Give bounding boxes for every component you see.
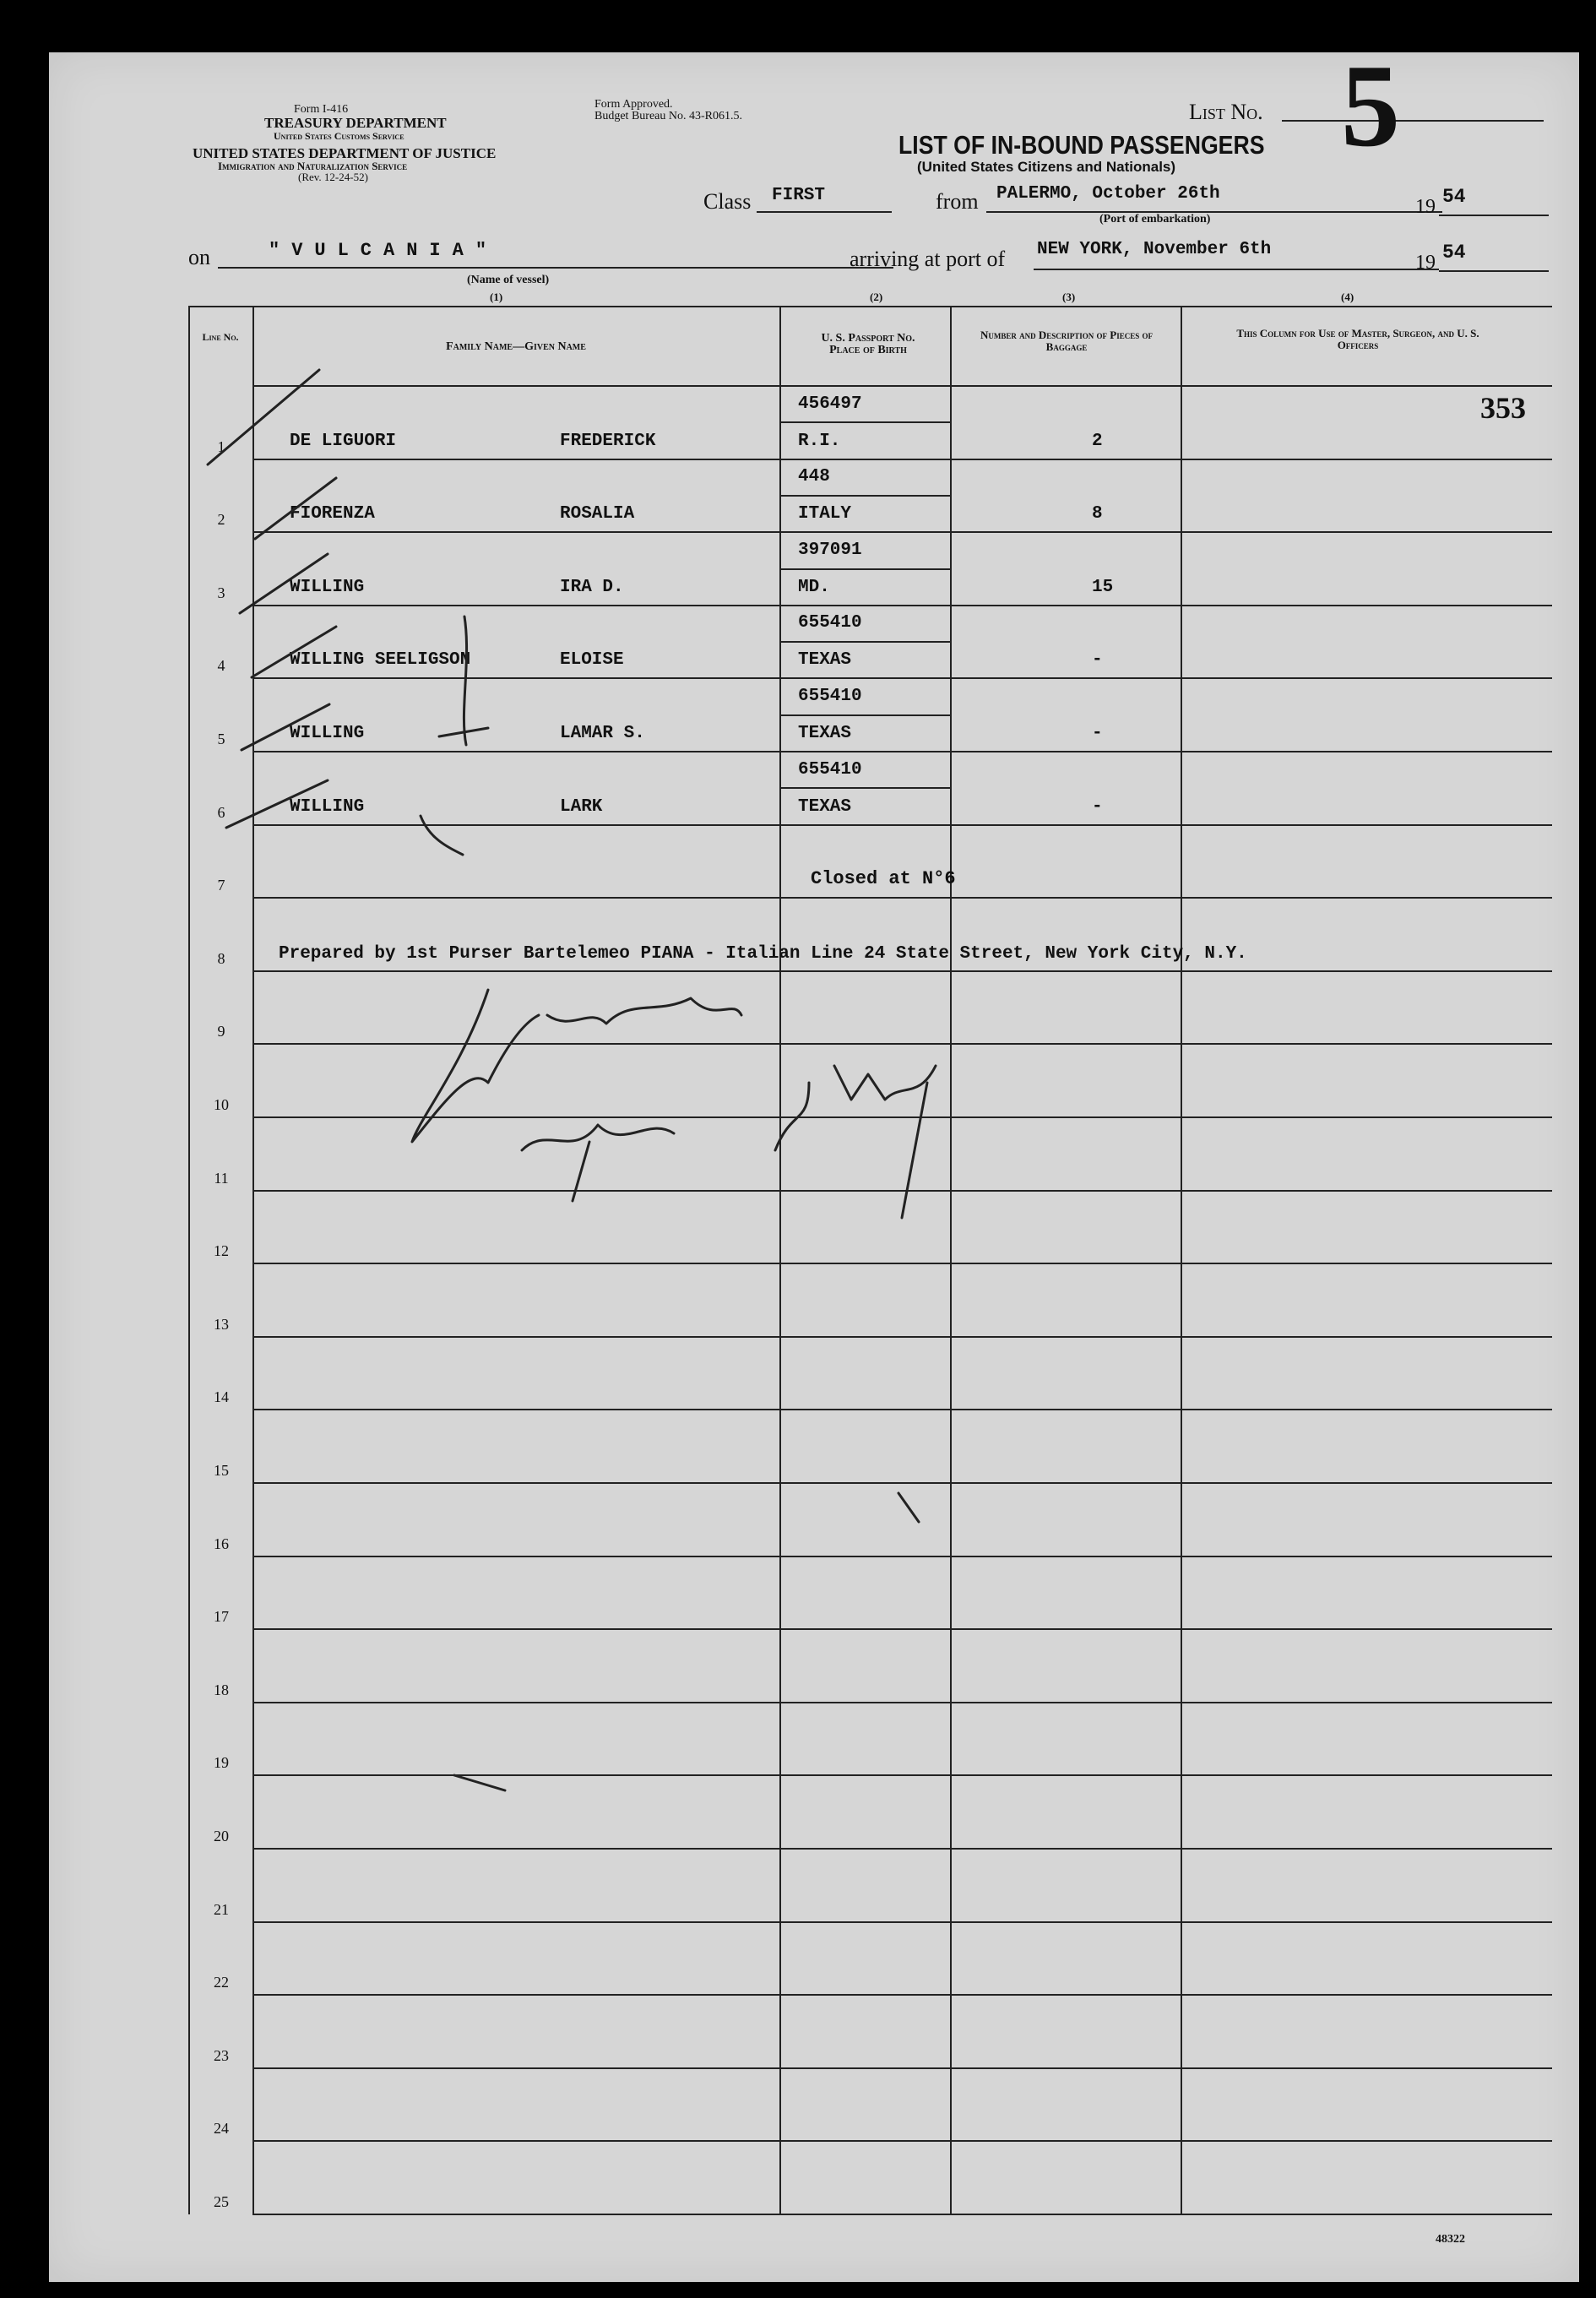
line-number: 5 bbox=[217, 731, 225, 747]
officer-number: 353 bbox=[1480, 391, 1526, 425]
family-name: FIORENZA bbox=[290, 504, 375, 524]
on-label: on bbox=[188, 245, 210, 269]
baggage-count: - bbox=[1092, 724, 1103, 743]
treasury-department: TREASURY DEPARTMENT bbox=[264, 115, 447, 131]
header-name: Family Name—Given Name bbox=[446, 340, 586, 353]
vessel-caption: (Name of vessel) bbox=[467, 274, 550, 286]
form-approved: Form Approved. bbox=[594, 98, 673, 111]
line-number: 6 bbox=[217, 803, 225, 821]
line-number: 13 bbox=[214, 1315, 229, 1333]
arrive-year: 54 bbox=[1442, 242, 1466, 263]
from-label: from bbox=[936, 189, 979, 214]
line-number: 21 bbox=[214, 1900, 229, 1918]
baggage-count: 8 bbox=[1092, 504, 1103, 524]
header-passport: U. S. Passport No. Place of Birth bbox=[821, 332, 915, 356]
given-name: FREDERICK bbox=[560, 431, 656, 451]
passport-number: 456497 bbox=[798, 394, 862, 414]
given-name: IRA D. bbox=[560, 577, 624, 597]
line-number: 22 bbox=[214, 1974, 229, 1991]
col-num-3: (3) bbox=[1062, 291, 1076, 303]
arrive-year-prefix: 19 bbox=[1415, 252, 1436, 274]
port-embarkation-caption: (Port of embarkation) bbox=[1099, 213, 1211, 225]
line-number: 11 bbox=[214, 1169, 229, 1187]
document-title: LIST OF IN-BOUND PASSENGERS bbox=[898, 130, 1265, 160]
prepared-text: Prepared by 1st Purser Bartelemeo PIANA - Italian Line 24 State Street, New York City, N.Y. bbox=[279, 944, 1247, 964]
from-year: 54 bbox=[1442, 186, 1466, 208]
manifest-sheet bbox=[49, 41, 1579, 2282]
list-no-label: List No. bbox=[1189, 100, 1263, 124]
closed-text: Closed at N°6 bbox=[811, 868, 956, 889]
line-number: 16 bbox=[214, 1535, 229, 1552]
place-of-birth: MD. bbox=[798, 577, 830, 597]
line-number: 3 bbox=[217, 584, 225, 601]
department-of-justice: UNITED STATES DEPARTMENT OF JUSTICE bbox=[193, 145, 497, 161]
given-name: LARK bbox=[560, 796, 603, 817]
list-number: 5 bbox=[1341, 41, 1400, 171]
line-number: 18 bbox=[214, 1681, 229, 1698]
given-name: LAMAR S. bbox=[560, 724, 645, 743]
family-name: WILLING bbox=[290, 796, 365, 817]
baggage-count: - bbox=[1092, 796, 1103, 817]
revision-date: (Rev. 12-24-52) bbox=[298, 171, 368, 183]
place-of-birth: ITALY bbox=[798, 504, 852, 524]
line-number: 23 bbox=[214, 2046, 229, 2064]
place-of-birth: TEXAS bbox=[798, 796, 852, 817]
family-name: DE LIGUORI bbox=[290, 431, 397, 451]
class-label: Class bbox=[703, 189, 752, 214]
vessel-name: "VULCANIA" bbox=[269, 240, 499, 261]
line-number: 1 bbox=[217, 437, 225, 455]
family-name: WILLING SEELIGSON bbox=[290, 650, 471, 671]
header-officers: This Column for Use of Master, Surgeon, and U. S. Officers bbox=[1236, 327, 1479, 351]
line-number: 10 bbox=[214, 1096, 229, 1113]
line-number: 2 bbox=[217, 511, 225, 529]
line-number: 12 bbox=[214, 1242, 229, 1260]
arriving-value: NEW YORK, November 6th bbox=[1037, 240, 1272, 259]
header-baggage: Number and Description of Pieces of Baggage bbox=[980, 329, 1153, 353]
header-line-no: Line No. bbox=[202, 331, 239, 343]
document-subtitle: (United States Citizens and Nationals) bbox=[917, 159, 1176, 175]
col-num-1: (1) bbox=[490, 291, 503, 303]
passport-number: 397091 bbox=[798, 540, 862, 560]
handwritten-marks bbox=[49, 52, 1579, 2282]
line-number: 19 bbox=[214, 1754, 229, 1772]
family-name: WILLING bbox=[290, 724, 365, 743]
given-name: ELOISE bbox=[560, 650, 624, 671]
class-value: FIRST bbox=[772, 186, 826, 205]
line-number: 24 bbox=[214, 2120, 229, 2138]
col-num-2: (2) bbox=[870, 291, 883, 303]
line-number: 9 bbox=[217, 1023, 225, 1040]
line-number: 14 bbox=[214, 1388, 229, 1406]
line-number: 25 bbox=[214, 2193, 229, 2210]
footer-number: 48322 bbox=[1436, 2233, 1465, 2246]
given-name: ROSALIA bbox=[560, 504, 635, 524]
arriving-label: arriving at port of bbox=[850, 247, 1006, 271]
budget-bureau: Budget Bureau No. 43-R061.5. bbox=[594, 110, 742, 122]
line-number: 7 bbox=[217, 877, 225, 894]
line-number: 4 bbox=[217, 657, 225, 675]
line-number: 17 bbox=[214, 1608, 229, 1626]
immigration-service: Immigration and Naturalization Service bbox=[218, 160, 408, 172]
from-value: PALERMO, October 26th bbox=[996, 184, 1220, 204]
from-year-prefix: 19 bbox=[1415, 196, 1436, 218]
line-number: 15 bbox=[214, 1462, 229, 1479]
baggage-count: 2 bbox=[1092, 431, 1103, 451]
passport-number: 448 bbox=[798, 467, 830, 487]
place-of-birth: R.I. bbox=[798, 431, 841, 451]
passport-number: 655410 bbox=[798, 759, 862, 780]
line-number: 8 bbox=[217, 949, 225, 967]
customs-service: United States Customs Service bbox=[274, 130, 404, 142]
baggage-count: - bbox=[1092, 650, 1103, 671]
place-of-birth: TEXAS bbox=[798, 650, 852, 671]
family-name: WILLING bbox=[290, 577, 365, 597]
passport-number: 655410 bbox=[798, 687, 862, 706]
form-number: Form I-416 bbox=[294, 103, 349, 116]
col-num-4: (4) bbox=[1341, 291, 1354, 303]
baggage-count: 15 bbox=[1092, 577, 1114, 597]
place-of-birth: TEXAS bbox=[798, 724, 852, 743]
line-number: 20 bbox=[214, 1828, 229, 1844]
passport-number: 655410 bbox=[798, 613, 862, 633]
